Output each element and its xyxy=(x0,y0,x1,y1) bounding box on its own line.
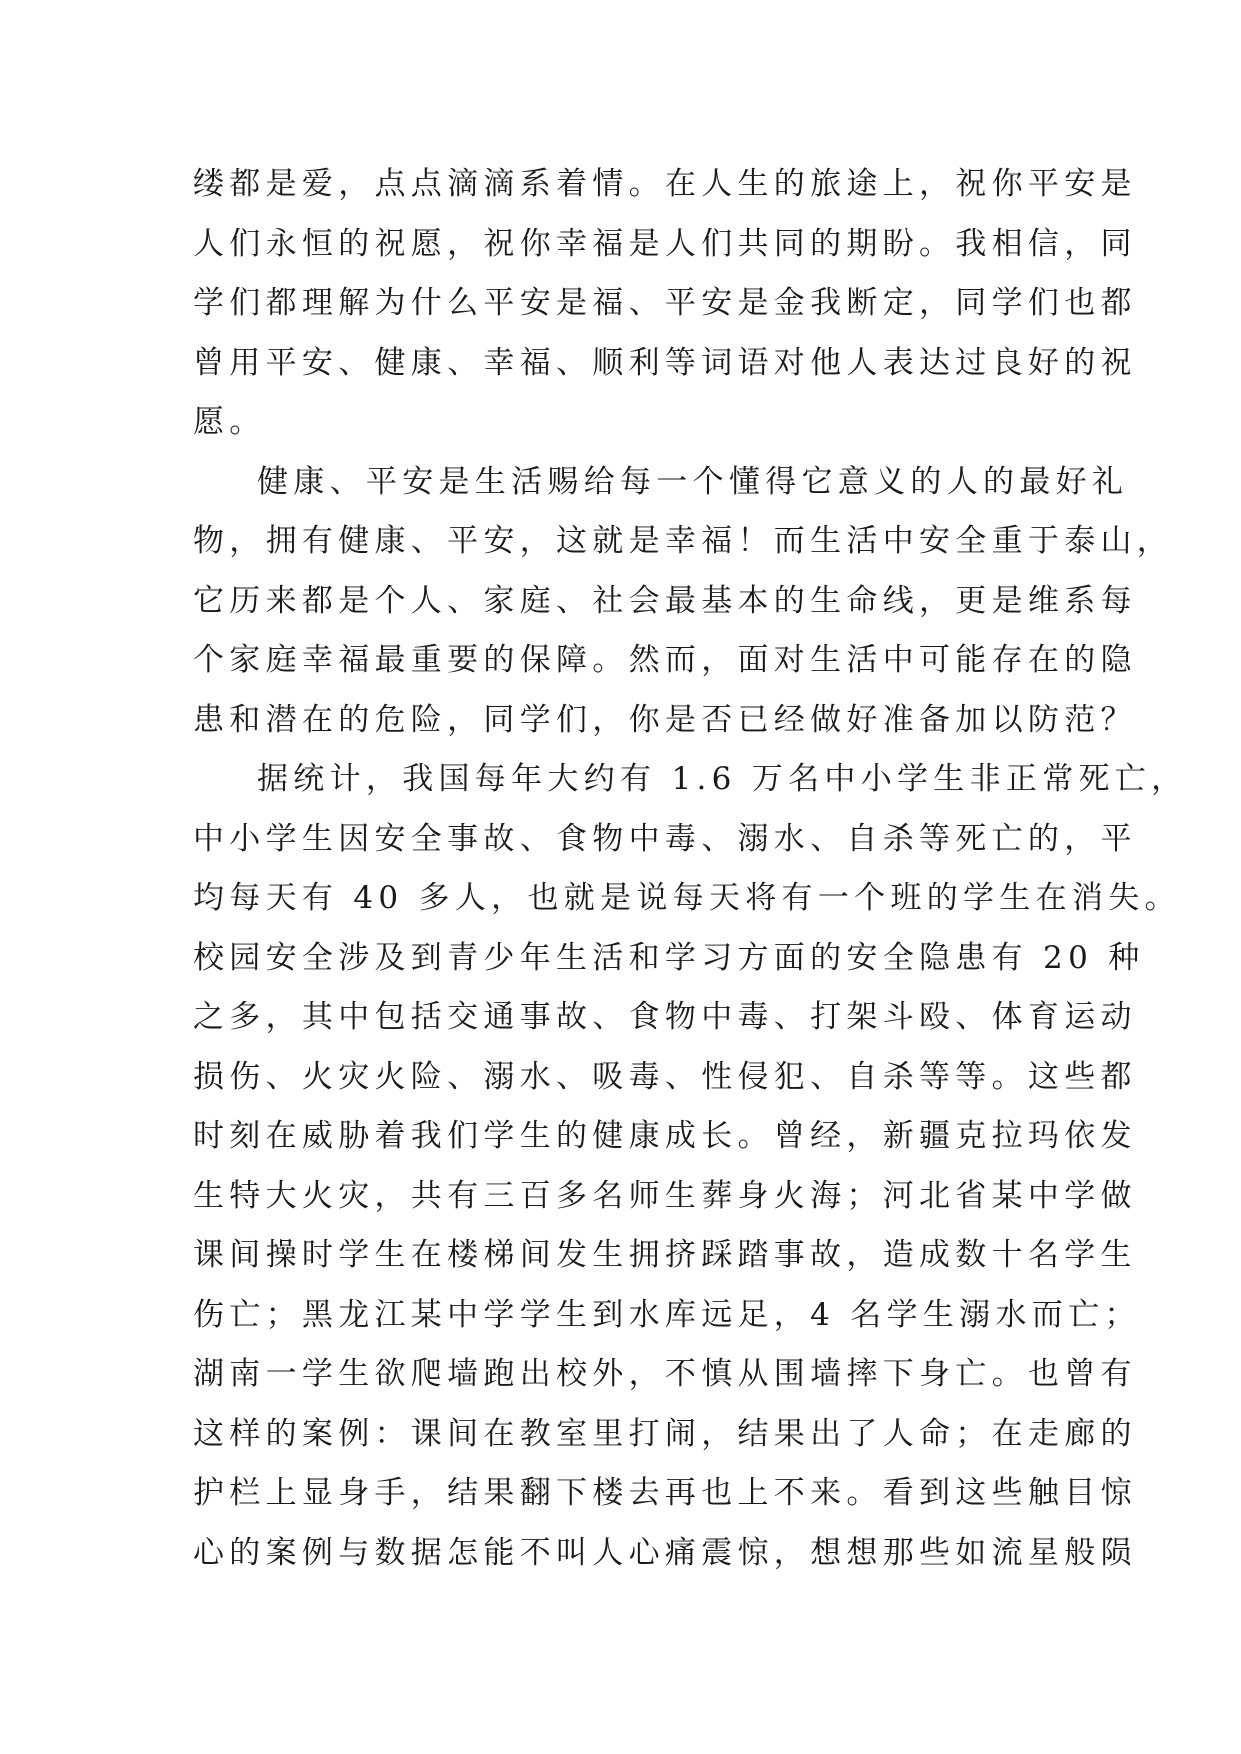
text-line: 校园安全涉及到青少年生活和学习方面的安全隐患有 20 种 xyxy=(193,939,1145,976)
text-line: 生特大火灾，共有三百多名师生葬身火海；河北省某中学做 xyxy=(193,1177,1137,1214)
text-line: 曾用平安、健康、幸福、顺利等词语对他人表达过良好的祝 xyxy=(193,344,1137,381)
text-line: 均每天有 40 多人，也就是说每天将有一个班的学生在消失。 xyxy=(193,880,1181,916)
text-line: 心的案例与数据怎能不叫人心痛震惊，想想那些如流星般陨 xyxy=(193,1534,1137,1571)
text-line: 中小学生因安全事故、食物中毒、溺水、自杀等死亡的，平 xyxy=(193,820,1137,857)
text-line: 课间操时学生在楼梯间发生拥挤踩踏事故，造成数十名学生 xyxy=(193,1237,1137,1273)
text-line: 物，拥有健康、平安，这就是幸福！而生活中安全重于泰山， xyxy=(193,523,1174,559)
text-line: 湖南一学生欲爬墙跑出校外，不慎从围墙摔下身亡。也曾有 xyxy=(193,1356,1137,1392)
text-line: 这样的案例：课间在教室里打闹，结果出了人命；在走廊的 xyxy=(193,1415,1137,1452)
text-line: 时刻在威胁着我们学生的健康成长。曾经，新疆克拉玛依发 xyxy=(193,1118,1137,1154)
text-line: 护栏上显身手，结果翻下楼去再也上不来。看到这些触目惊 xyxy=(193,1475,1137,1511)
text-line: 它历来都是个人、家庭、社会最基本的生命线，更是维系每 xyxy=(193,582,1137,619)
paragraph-first-line: 据统计，我国每年大约有 1.6 万名中小学生非正常死亡， xyxy=(257,761,1188,797)
text-line: 人们永恒的祝愿，祝你幸福是人们共同的期盼。我相信，同 xyxy=(193,225,1137,262)
text-line: 学们都理解为什么平安是福、平安是金我断定，同学们也都 xyxy=(193,285,1137,321)
paragraph-first-line: 健康、平安是生活赐给每一个懂得它意义的人的最好礼 xyxy=(257,463,1129,500)
text-line: 个家庭幸福最重要的保障。然而，面对生活中可能存在的隐 xyxy=(193,642,1137,678)
text-line: 愿。 xyxy=(193,404,266,440)
text-line: 损伤、火灾火险、溺水、吸毒、性侵犯、自杀等等。这些都 xyxy=(193,1058,1137,1095)
text-line: 伤亡；黑龙江某中学学生到水库远足，4 名学生溺水而亡； xyxy=(193,1296,1141,1333)
body-text xyxy=(193,155,1188,1583)
text-line: 缕都是爱，点点滴滴系着情。在人生的旅途上，祝你平安是 xyxy=(193,166,1137,202)
text-line: 患和潜在的危险，同学们，你是否已经做好准备加以防范？ xyxy=(193,701,1137,738)
text-line: 之多，其中包括交通事故、食物中毒、打架斗殴、体育运动 xyxy=(193,999,1137,1035)
